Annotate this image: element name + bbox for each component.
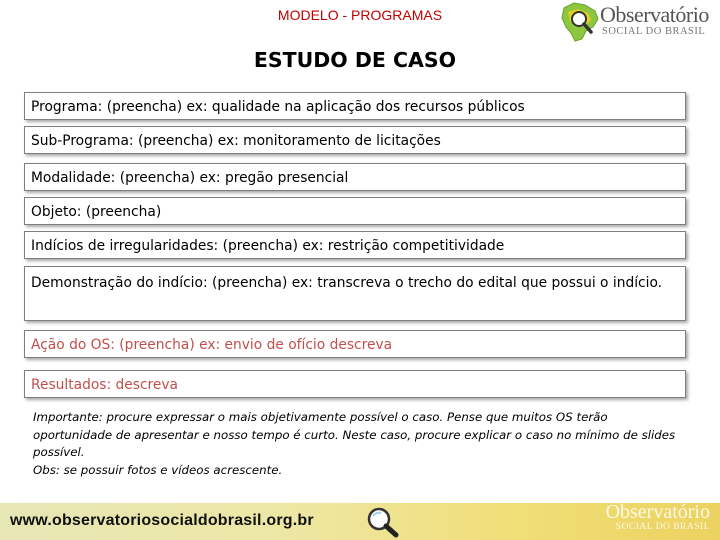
field-resultados[interactable]: Resultados: descreva [24,370,686,398]
logo-name: Observatório [600,2,709,27]
brazil-map-magnifier-icon [558,0,602,44]
footer-bar [0,503,720,540]
field-modalidade[interactable]: Modalidade: (preencha) ex: pregão presencial [24,163,686,191]
note-text: Importante: procure expressar o mais objetivamente possível o caso. Pense que muitos OS terão oportunidade de apresentar e nosso tempo é curto. Neste caso, procure explicar o caso no mínimo de slides possível. [33,410,676,459]
observatorio-logo [556,0,720,44]
note-obs: Obs: se possuir fotos e vídeos acrescente. [33,462,283,477]
field-programa[interactable]: Programa: (preencha) ex: qualidade na aplicação dos recursos públicos [24,92,686,120]
footer-logo-subtitle: SOCIAL DO BRASIL [615,522,710,532]
footer-logo-name: Observatório [605,501,710,523]
field-indicios[interactable]: Indícios de irregularidades: (preencha) ex: restrição competitividade [24,231,686,259]
footer-url[interactable]: www.observatoriosocialdobrasil.org.br [10,512,314,529]
magnifier-icon [362,504,402,538]
logo-subtitle: SOCIAL DO BRASIL [602,26,706,37]
field-demonstracao[interactable]: Demonstração do indício: (preencha) ex: transcreva o trecho do edital que possui o indício. [24,266,686,321]
field-objeto[interactable]: Objeto: (preencha) [24,197,686,225]
field-sub-programa[interactable]: Sub-Programa: (preencha) ex: monitoramento de licitações [24,126,686,154]
note-important [33,409,685,479]
page-title: ESTUDO DE CASO [253,48,457,72]
header-title: MODELO - PROGRAMAS [277,7,443,23]
field-acao-do-os[interactable]: Ação do OS: (preencha) ex: envio de ofício descreva [24,330,686,358]
